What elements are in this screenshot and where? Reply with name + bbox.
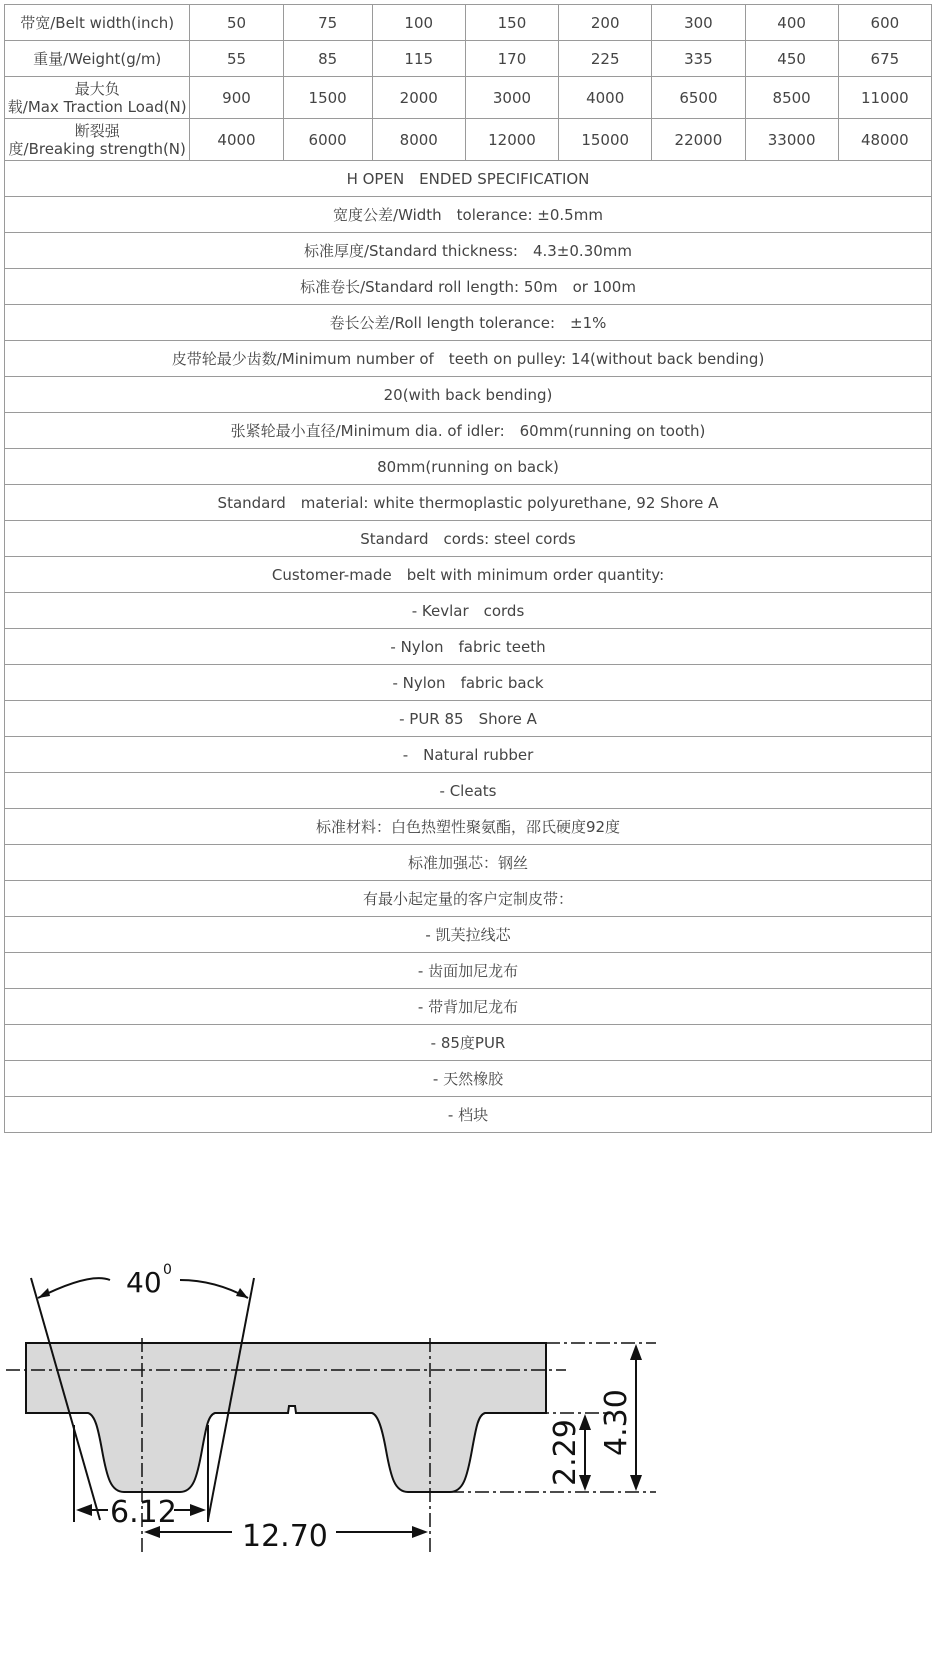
spec-line: - 档块 xyxy=(5,1097,932,1133)
label-line: 断裂强 xyxy=(74,121,120,140)
max-traction-load-row xyxy=(5,77,932,119)
breaking-strength-label xyxy=(5,119,190,161)
spec-line-row xyxy=(5,305,932,341)
value-cell: 4000 xyxy=(190,119,283,161)
spec-line: 20(with back bending) xyxy=(5,377,932,413)
spec-line: - 85度PUR xyxy=(5,1025,932,1061)
value-cell: 4000 xyxy=(559,77,652,119)
max-traction-load-label xyxy=(5,77,190,119)
value-cell: 150 xyxy=(465,5,558,41)
angle-unit-label: 0 xyxy=(163,1262,172,1278)
value-cell: 300 xyxy=(652,5,745,41)
belt-profile-diagram xyxy=(0,1250,680,1590)
weight-label: 重量/Weight(g/m) xyxy=(5,41,190,77)
value-cell: 85 xyxy=(283,41,372,77)
value-cell: 675 xyxy=(838,41,931,77)
spec-line: - Natural rubber xyxy=(5,737,932,773)
value-cell: 15000 xyxy=(559,119,652,161)
value-cell: 8500 xyxy=(745,77,838,119)
value-cell: 225 xyxy=(559,41,652,77)
value-cell: 22000 xyxy=(652,119,745,161)
spec-line-row xyxy=(5,917,932,953)
spec-line-row xyxy=(5,953,932,989)
spec-title: H OPEN ENDED SPECIFICATION xyxy=(5,161,932,197)
spec-line-row xyxy=(5,1097,932,1133)
spec-line-row xyxy=(5,809,932,845)
spec-line-row xyxy=(5,161,932,197)
arrowhead xyxy=(38,1288,50,1298)
spec-line-row xyxy=(5,665,932,701)
value-cell: 6500 xyxy=(652,77,745,119)
spec-line-row xyxy=(5,1025,932,1061)
spec-line-row xyxy=(5,593,932,629)
label-line: 度/Breaking strength(N) xyxy=(8,139,186,158)
tooth-height-label: 2.29 xyxy=(548,1419,583,1486)
value-cell: 55 xyxy=(190,41,283,77)
value-cell: 400 xyxy=(745,5,838,41)
spec-line: Customer-made belt with minimum order quantity: xyxy=(5,557,932,593)
value-cell: 170 xyxy=(465,41,558,77)
angle-label: 40 xyxy=(126,1266,162,1299)
spec-line: 标准厚度/Standard thickness: 4.3±0.30mm xyxy=(5,233,932,269)
spec-line: - PUR 85 Shore A xyxy=(5,701,932,737)
spec-line: 80mm(running on back) xyxy=(5,449,932,485)
label-line: 最大负 xyxy=(74,79,120,98)
tooth-width-label: 6.12 xyxy=(110,1495,177,1530)
belt-profile-shape xyxy=(26,1343,546,1492)
value-cell: 115 xyxy=(372,41,465,77)
spec-line-row xyxy=(5,737,932,773)
pitch-label: 12.70 xyxy=(242,1519,328,1554)
spec-line: 张紧轮最小直径/Minimum dia. of idler: 60mm(running on tooth) xyxy=(5,413,932,449)
spec-line-row xyxy=(5,413,932,449)
spec-line: 标准材料：白色热塑性聚氨酯，邵氏硬度92度 xyxy=(5,809,932,845)
spec-line: - Nylon fabric back xyxy=(5,665,932,701)
spec-line: 有最小起定量的客户定制皮带： xyxy=(5,881,932,917)
spec-line: 标准卷长/Standard roll length: 50m or 100m xyxy=(5,269,932,305)
belt-width-label: 带宽/Belt width(inch) xyxy=(5,5,190,41)
spec-line: - Cleats xyxy=(5,773,932,809)
value-cell: 200 xyxy=(559,5,652,41)
spec-line-row xyxy=(5,773,932,809)
breaking-strength-row xyxy=(5,119,932,161)
spec-line: 皮带轮最少齿数/Minimum number of teeth on pulley: 14(without back bending) xyxy=(5,341,932,377)
value-cell: 12000 xyxy=(465,119,558,161)
value-cell: 2000 xyxy=(372,77,465,119)
spec-line-row xyxy=(5,557,932,593)
value-cell: 75 xyxy=(283,5,372,41)
label-line: 载/Max Traction Load(N) xyxy=(7,97,187,116)
spec-line: 标准加强芯：钢丝 xyxy=(5,845,932,881)
value-cell: 600 xyxy=(838,5,931,41)
specification-table xyxy=(4,4,932,1133)
spec-line-row xyxy=(5,485,932,521)
spec-line-row xyxy=(5,1061,932,1097)
spec-line-row xyxy=(5,629,932,665)
value-cell: 3000 xyxy=(465,77,558,119)
value-cell: 1500 xyxy=(283,77,372,119)
value-cell: 33000 xyxy=(745,119,838,161)
spec-line-row xyxy=(5,269,932,305)
spec-line-row xyxy=(5,233,932,269)
value-cell: 48000 xyxy=(838,119,931,161)
total-thickness-label: 4.30 xyxy=(599,1389,634,1456)
value-cell: 335 xyxy=(652,41,745,77)
weight-row xyxy=(5,41,932,77)
spec-line-row xyxy=(5,701,932,737)
spec-line-row xyxy=(5,989,932,1025)
arrowhead xyxy=(412,1526,428,1538)
spec-line-row xyxy=(5,845,932,881)
value-cell: 450 xyxy=(745,41,838,77)
spec-line-row xyxy=(5,881,932,917)
spec-line: 宽度公差/Width tolerance: ±0.5mm xyxy=(5,197,932,233)
spec-line: Standard cords: steel cords xyxy=(5,521,932,557)
spec-line-row xyxy=(5,341,932,377)
spec-line-row xyxy=(5,377,932,413)
arrowhead xyxy=(236,1288,248,1298)
spec-line: - Nylon fabric teeth xyxy=(5,629,932,665)
arrowhead xyxy=(630,1475,642,1491)
spec-line: - 带背加尼龙布 xyxy=(5,989,932,1025)
value-cell: 900 xyxy=(190,77,283,119)
spec-line-row xyxy=(5,449,932,485)
spec-line: 卷长公差/Roll length tolerance: ±1% xyxy=(5,305,932,341)
value-cell: 11000 xyxy=(838,77,931,119)
spec-line: - 凯芙拉线芯 xyxy=(5,917,932,953)
spec-line: - 天然橡胶 xyxy=(5,1061,932,1097)
arrowhead xyxy=(190,1504,206,1516)
value-cell: 6000 xyxy=(283,119,372,161)
spec-line: - 齿面加尼龙布 xyxy=(5,953,932,989)
spec-line: - Kevlar cords xyxy=(5,593,932,629)
arrowhead xyxy=(76,1504,92,1516)
spec-line: Standard material: white thermoplastic polyurethane, 92 Shore A xyxy=(5,485,932,521)
belt-width-row xyxy=(5,5,932,41)
value-cell: 50 xyxy=(190,5,283,41)
spec-line-row xyxy=(5,521,932,557)
value-cell: 100 xyxy=(372,5,465,41)
arrowhead xyxy=(630,1344,642,1360)
spec-line-row xyxy=(5,197,932,233)
value-cell: 8000 xyxy=(372,119,465,161)
